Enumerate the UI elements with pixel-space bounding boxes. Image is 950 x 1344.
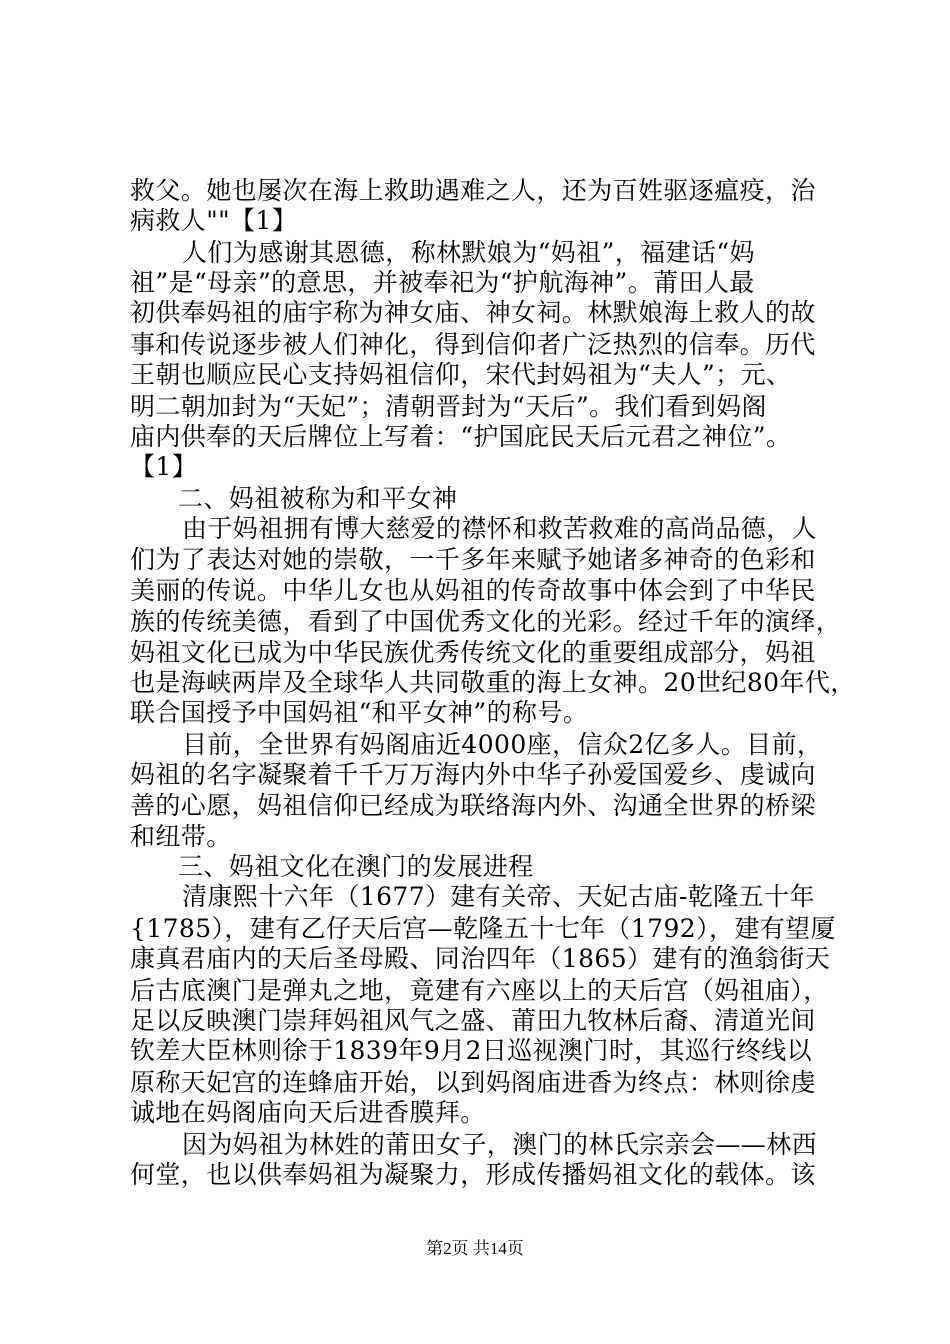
text-line: 足以反映澳门崇拜妈祖风气之盛、莆田九牧林后裔、清道光间: [130, 1006, 816, 1035]
section-heading: 三、妈祖文化在澳门的发展进程: [178, 852, 534, 881]
text-line: 族的传统美德，看到了中国优秀文化的光彩。经过千年的演绎，: [130, 607, 842, 636]
text-line: 钦差大臣林则徐于1839年9月2日巡视澳门时，其巡行终线以: [130, 1036, 813, 1065]
text-line: 和纽带。: [130, 822, 232, 851]
text-line: 妈祖的名字凝聚着千千万万海内外中华子孙爱国爱乡、虔诚向: [130, 760, 816, 789]
text-line: 【1】: [130, 452, 198, 481]
text-line: 因为妈祖为林姓的莆田女子，澳门的林氏宗亲会——林西: [182, 1130, 818, 1159]
text-line: 人们为感谢其恩德，称林默娘为“妈祖”，福建话“妈: [182, 238, 755, 267]
text-line: 初供奉妈祖的庙宇称为神女庙、神女祠。林默娘海上救人的故: [130, 298, 816, 327]
text-line: 也是海峡两岸及全球华人共同敬重的海上女神。20世纪80年代，: [130, 668, 856, 697]
text-line: 目前，全世界有妈阁庙近4000座，信众2亿多人。目前，: [182, 730, 823, 759]
text-line: 祖”是“母亲”的意思，并被奉祀为“护航海神”。莆田人最: [130, 268, 755, 297]
text-line: 救父。她也屡次在海上救助遇难之人，还为百姓驱逐瘟疫，治: [130, 176, 816, 205]
text-line: 康真君庙内的天后圣母殿、同治四年（1865）建有的渔翁街天: [130, 944, 831, 973]
text-line: 诚地在妈阁庙向天后进香膜拜。: [130, 1098, 486, 1127]
text-line: 明二朝加封为“天妃”；清朝晋封为“天后”。我们看到妈阁: [130, 392, 767, 421]
text-line: 们为了表达对她的崇敬，一千多年来赋予她诸多神奇的色彩和: [130, 545, 816, 574]
text-line: 善的心愿，妈祖信仰已经成为联络海内外、沟通全世界的桥梁: [130, 791, 816, 820]
text-line: 后古底澳门是弹丸之地，竟建有六座以上的天后宫（妈祖庙），: [130, 976, 829, 1005]
text-line: 清康熙十六年（1677）建有关帝、天妃古庙-乾隆五十年: [182, 882, 815, 911]
page-number-footer: 第2页 共14页: [426, 1239, 524, 1258]
text-line: {1785），建有乙仔天后宫—乾隆五十七年（1792），建有望厦: [130, 914, 836, 943]
text-line: 由于妈祖拥有博大慈爱的襟怀和救苦救难的高尚品德，人: [182, 514, 818, 543]
text-line: 原称天妃宫的连蜂庙开始，以到妈阁庙进香为终点：林则徐虔: [130, 1068, 816, 1097]
text-line: 庙内供奉的天后牌位上写着：“护国庇民天后元君之神位”。: [130, 422, 792, 451]
text-line: 何堂，也以供奉妈祖为凝聚力，形成传播妈祖文化的载体。该: [130, 1160, 816, 1189]
text-line: 王朝也顺应民心支持妈祖信仰，宋代封妈祖为“夫人”；元、: [130, 360, 792, 389]
text-line: 妈祖文化已成为中华民族优秀传统文化的重要组成部分，妈祖: [130, 638, 816, 667]
text-line: 联合国授予中国妈祖“和平女神”的称号。: [130, 698, 589, 727]
text-line: 事和传说逐步被人们神化，得到信仰者广泛热烈的信奉。历代: [130, 330, 816, 359]
section-heading: 二、妈祖被称为和平女神: [178, 484, 458, 513]
text-line: 美丽的传说。中华儿女也从妈祖的传奇故事中体会到了中华民: [130, 576, 816, 605]
text-line: 病救人""【1】: [130, 206, 298, 235]
